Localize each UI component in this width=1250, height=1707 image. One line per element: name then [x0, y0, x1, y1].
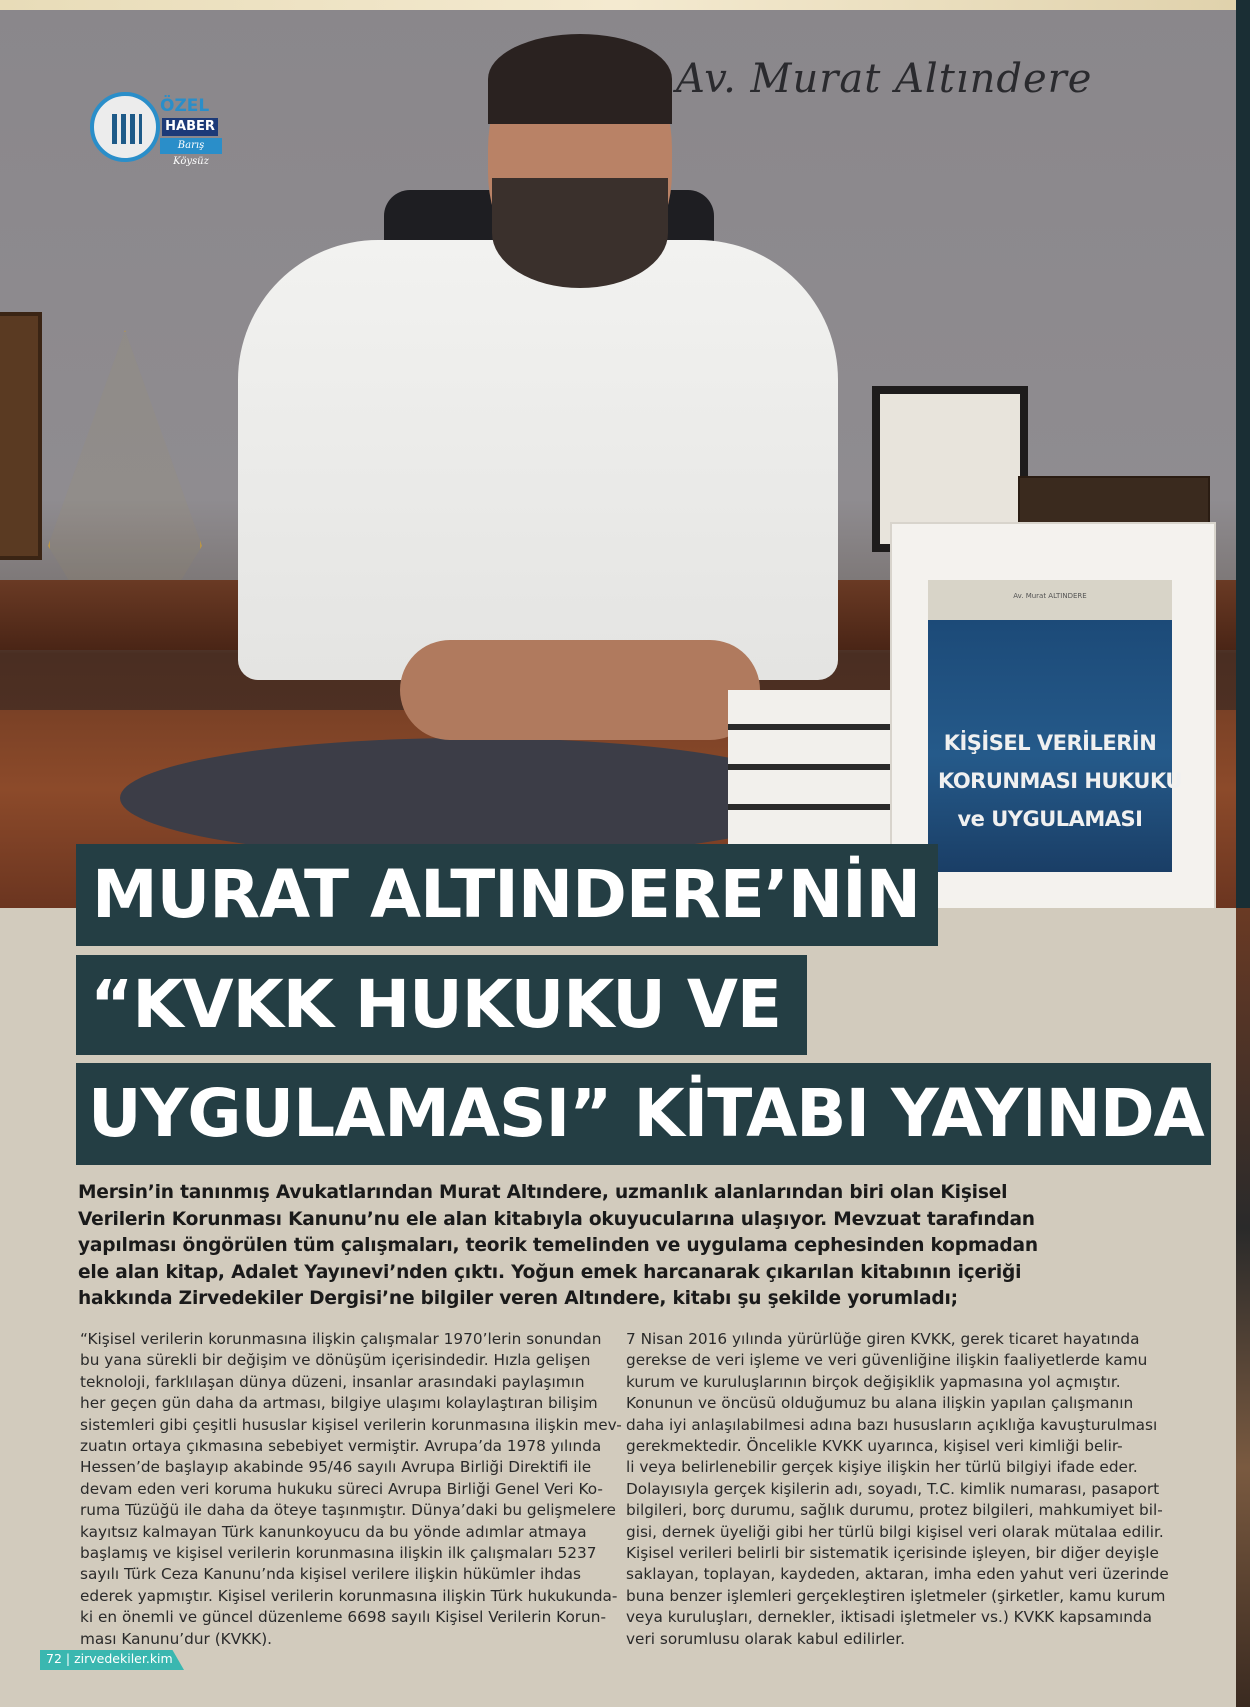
- body-line: ederek yapmıştır. Kişisel verilerin korunmasına ilişkin Türk hukukunda-: [80, 1586, 618, 1605]
- wall-sign: Av. Murat Altındere: [676, 56, 1093, 102]
- person-hair: [488, 34, 672, 124]
- badge-ozel: ÖZEL: [160, 96, 210, 116]
- body-line: li veya belirlenebilir gerçek kişiye ilişkin her türlü bilgiyi ifade eder.: [626, 1458, 1138, 1477]
- body-line: devam eden veri koruma hukuku süreci Avrupa Birliği Genel Veri Ko-: [80, 1479, 603, 1498]
- headline-line-1: MURAT ALTINDERE’NİN: [76, 844, 938, 946]
- ozel-haber-badge: [90, 92, 230, 170]
- footer-separator: |: [65, 1651, 71, 1666]
- body-line: gerekmektedir. Öncelikle KVKK uyarınca, kişisel veri kimliği belir-: [626, 1437, 1123, 1456]
- badge-haber: HABER: [162, 118, 218, 136]
- lead-line: Verilerin Korunması Kanunu’nu ele alan kitabıyla okuyucularına ulaşıyor. Mevzuat tarafından: [78, 1208, 1035, 1230]
- body-line: bu yana sürekli bir değişim ve dönüşüm içerisindedir. Hızla gelişen: [80, 1351, 591, 1370]
- lead-line: hakkında Zirvedekiler Dergisi’ne bilgiler veren Altındere, kitabı şu şekilde yorumladı;: [78, 1288, 958, 1309]
- lead-line: Mersin’in tanınmış Avukatlarından Murat Altındere, uzmanlık alanlarından biri olan Kişisel: [78, 1182, 1008, 1203]
- footer-text: [46, 1651, 173, 1666]
- desk-mat: [120, 738, 820, 858]
- headline-line-3: UYGULAMASI” KİTABI YAYINDA: [76, 1063, 1211, 1165]
- lead-line: ele alan kitap, Adalet Yayınevi’nden çıktı. Yoğun emek harcanarak çıkarılan kitabının içeriği: [78, 1261, 1022, 1283]
- right-edge-image: [1236, 908, 1250, 1707]
- body-line: Hessen’de başlayıp akabinde 95/46 sayılı Avrupa Birliği Direktifi ile: [80, 1458, 592, 1477]
- body-line: ruma Tüzüğü ile daha da öteye taşınmıştır. Dünya’daki bu gelişmelere: [80, 1501, 616, 1520]
- lead-line: yapılması öngörülen tüm çalışmaları, teorik temelinden ve uygulama cephesinden kopmadan: [78, 1235, 1038, 1256]
- body-line: her geçen gün daha da artması, bilgiye ulaşımı kolaylaştıran bilişim: [80, 1394, 598, 1413]
- page-footer: [40, 1650, 184, 1670]
- body-line: teknoloji, farklılaşan dünya düzeni, insanlar arasındaki paylaşımın: [80, 1372, 585, 1391]
- footer-site-link[interactable]: zirvedekiler.kim: [74, 1651, 173, 1666]
- body-line: veri sorumlusu olarak kabul edilirler.: [626, 1629, 905, 1648]
- page-number: 72: [46, 1651, 62, 1666]
- brass-terrarium: [48, 330, 202, 584]
- book-cover-title-line: KİŞİSEL VERİLERİN: [943, 731, 1157, 755]
- headline-line-2: “KVKK HUKUKU VE: [76, 955, 807, 1055]
- lead-paragraph: [78, 1180, 1218, 1313]
- person-hands: [400, 640, 760, 740]
- body-line: Dolayısıyla gerçek kişilerin adı, soyadı, T.C. kimlik numarası, pasaport: [626, 1479, 1160, 1498]
- body-column-right: [626, 1329, 1169, 1650]
- body-line: Kişisel verileri belirli bir sistematik içerisinde işleyen, bir diğer deyişle: [626, 1544, 1159, 1563]
- body-line: kurum ve kuruluşlarının birçok değişiklik yapmasına yol açmıştır.: [626, 1372, 1121, 1391]
- body-line: sistemleri gibi çeşitli hususlar kişisel verilerin korunmasına ilişkin mev-: [80, 1415, 622, 1434]
- book-cover-title-line: ve UYGULAMASI: [957, 807, 1143, 831]
- body-column-left: [80, 1329, 622, 1650]
- badge-author: Barış Köysüz: [160, 138, 222, 154]
- body-line: bilgileri, borç durumu, sağlık durumu, protez bilgileri, mahkumiyet bil-: [626, 1501, 1163, 1520]
- body-line: başlamış ve kişisel verilerin korunmasına ilişkin ilk çalışmaları 5237: [80, 1544, 597, 1563]
- body-line: ması Kanunu’dur (KVKK).: [80, 1629, 273, 1648]
- left-picture-frame: [0, 312, 42, 560]
- book-cover-title: [938, 724, 1182, 838]
- body-line: veya kuruluşları, dernekler, iktisadi işletmeler vs.) KVKK kapsamında: [626, 1608, 1153, 1627]
- body-line: gerekse de veri işleme ve veri güvenliğine ilişkin faaliyetlerde kamu: [626, 1351, 1148, 1370]
- bar-chart-icon: [112, 114, 142, 144]
- body-line: kayıtsız kalmayan Türk kanunkoyucu da bu yönde adımlar atmaya: [80, 1522, 587, 1541]
- body-line: Konunun ve öncüsü olduğumuz bu alana ilişkin yapılan çalışmanın: [626, 1394, 1134, 1413]
- wall-light-strip: [0, 0, 1236, 10]
- book-cover-author: Av. Murat ALTINDERE: [1013, 592, 1087, 600]
- body-line: zuatın ortaya çıkmasına sebebiyet vermiştir. Avrupa’da 1978 yılında: [80, 1437, 602, 1456]
- body-line: ki en önemli ve güncel düzenleme 6698 sayılı Kişisel Verilerin Korun-: [80, 1608, 607, 1627]
- body-line: “Kişisel verilerin korunmasına ilişkin çalışmalar 1970’lerin sonundan: [80, 1330, 602, 1348]
- person-shirt: [238, 240, 838, 680]
- body-line: daha iyi anlaşılabilmesi adına bazı hususların açıklığa kavuşturulması: [626, 1415, 1158, 1434]
- body-line: buna benzer işlemleri gerçekleştiren işletmeler (şirketler, kamu kurum: [626, 1586, 1166, 1605]
- body-line: sayılı Türk Ceza Kanunu’nda kişisel verilere ilişkin hükümler ihdas: [80, 1565, 582, 1584]
- body-line: gisi, dernek üyeliği gibi her türlü bilgi kişisel veri olarak mütalaa edilir.: [626, 1522, 1164, 1541]
- person-beard: [492, 178, 668, 288]
- body-line: 7 Nisan 2016 yılında yürürlüğe giren KVKK, gerek ticaret hayatında: [626, 1330, 1140, 1348]
- body-line: saklayan, toplayan, kaydeden, aktaran, imha eden yahut veri üzerinde: [626, 1565, 1169, 1584]
- book-cover-title-line: KORUNMASI HUKUKU: [938, 769, 1182, 793]
